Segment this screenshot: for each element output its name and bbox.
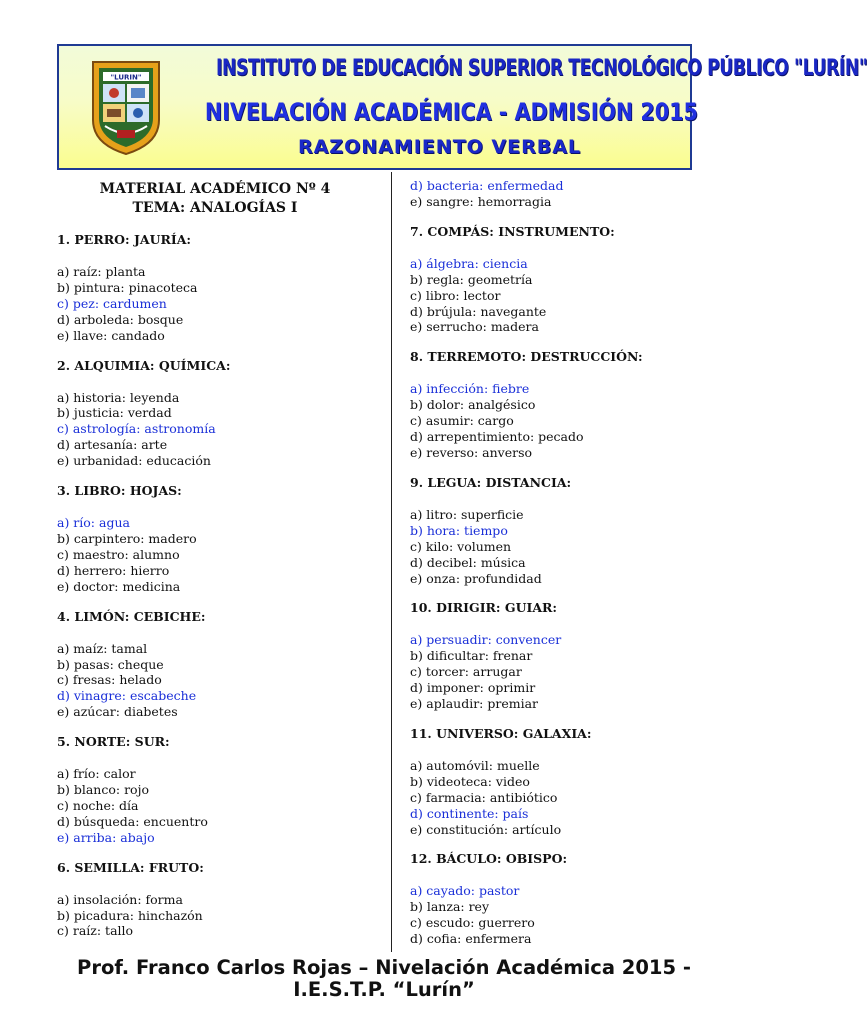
question-title: 11. UNIVERSO: GALAXIA: xyxy=(410,725,592,741)
answer-option: b) dificultar: frenar xyxy=(410,648,533,664)
answer-option-correct: a) río: agua xyxy=(57,515,130,531)
answer-option: d) artesanía: arte xyxy=(57,437,168,453)
answer-option: c) maestro: alumno xyxy=(57,546,180,562)
question-title: 7. COMPÁS: INSTRUMENTO: xyxy=(410,223,615,239)
question-title: 10. DIRIGIR: GUIAR: xyxy=(410,600,558,616)
answer-option-correct: d) bacteria: enfermedad xyxy=(410,178,564,193)
answer-option-correct: a) persuadir: convencer xyxy=(410,632,562,648)
answer-option: e) doctor: medicina xyxy=(57,578,181,594)
answer-option: d) imponer: oprimir xyxy=(410,680,536,696)
question-block xyxy=(57,734,377,846)
answer-option: c) escudo: guerrero xyxy=(410,915,535,931)
svg-text:"LURIN": "LURIN" xyxy=(110,73,142,82)
question-block xyxy=(57,358,377,470)
question-title: 2. ALQUIMIA: QUÍMICA: xyxy=(57,357,231,373)
answer-option: b) carpintero: madero xyxy=(57,530,197,546)
answer-option: c) kilo: volumen xyxy=(410,538,512,554)
institute-crest-logo xyxy=(91,60,161,156)
header-banner xyxy=(57,44,867,170)
answer-option: a) automóvil: muelle xyxy=(410,757,540,773)
answer-option: e) serrucho: madera xyxy=(410,319,539,335)
answer-option: d) brújula: navegante xyxy=(410,303,547,319)
banner-institute-title: INSTITUTO DE EDUCACIÓN SUPERIOR TECNOLÓGICO PÚBLICO "LURÍN" xyxy=(216,56,867,81)
answer-option: c) noche: día xyxy=(57,797,139,813)
answer-option: d) herrero: hierro xyxy=(57,562,170,578)
answer-option: b) regla: geometría xyxy=(410,271,533,287)
footer-author-line: Prof. Franco Carlos Rojas – Nivelación Académica 2015 - xyxy=(77,956,691,979)
answer-option: b) picadura: hinchazón xyxy=(57,907,203,923)
question-title: 5. NORTE: SUR: xyxy=(57,734,170,750)
answer-option-correct: a) infección: fiebre xyxy=(410,381,530,397)
answer-option-correct: a) cayado: pastor xyxy=(410,883,520,899)
answer-option: c) raíz: tallo xyxy=(57,923,134,939)
question-title: 9. LEGUA: DISTANCIA: xyxy=(410,474,572,490)
question-block xyxy=(57,483,377,595)
answer-option: d) búsqueda: encuentro xyxy=(57,813,208,829)
footer-institute-line: I.E.S.T.P. “Lurín” xyxy=(293,978,475,1001)
question-title: 6. SEMILLA: FRUTO: xyxy=(57,859,204,875)
answer-option: b) pintura: pinacoteca xyxy=(57,279,198,295)
answer-option: a) maíz: tamal xyxy=(57,640,148,656)
column-divider xyxy=(391,172,392,952)
right-question-list xyxy=(410,224,750,947)
answer-option: e) azúcar: diabetes xyxy=(57,704,178,720)
answer-option: c) asumir: cargo xyxy=(410,413,514,429)
answer-option: b) justicia: verdad xyxy=(57,405,172,421)
left-column xyxy=(57,178,377,939)
answer-option: c) farmacia: antibiótico xyxy=(410,789,558,805)
answer-option: c) fresas: helado xyxy=(57,672,162,688)
answer-option: b) videoteca: video xyxy=(410,773,530,789)
answer-option-correct: e) arriba: abajo xyxy=(57,829,155,845)
answer-option: d) arboleda: bosque xyxy=(57,311,184,327)
answer-option: e) constitución: artículo xyxy=(410,821,562,837)
answer-option: b) blanco: rojo xyxy=(57,782,149,798)
answer-option: d) decibel: música xyxy=(410,554,526,570)
answer-option: e) onza: profundidad xyxy=(410,570,542,586)
question-title: 8. TERREMOTO: DESTRUCCIÓN: xyxy=(410,349,643,365)
material-title: MATERIAL ACADÉMICO Nº 4 xyxy=(99,181,331,197)
answer-option-correct: a) álgebra: ciencia xyxy=(410,255,528,271)
answer-option: e) urbanidad: educación xyxy=(57,453,211,469)
answer-option-correct: b) hora: tiempo xyxy=(410,522,508,538)
answer-option-correct: d) vinagre: escabeche xyxy=(57,688,197,704)
question-title: 3. LIBRO: HOJAS: xyxy=(57,483,182,499)
answer-option: e) llave: candado xyxy=(57,327,165,343)
question-block xyxy=(410,851,750,947)
answer-option: b) lanza: rey xyxy=(410,899,490,915)
answer-option-correct: d) continente: país xyxy=(410,805,529,821)
answer-option: a) frío: calor xyxy=(57,766,136,782)
question-block xyxy=(410,600,750,712)
answer-option: a) insolación: forma xyxy=(57,891,183,907)
answer-option: b) pasas: cheque xyxy=(57,656,164,672)
answer-option: c) libro: lector xyxy=(410,287,501,303)
answer-option: d) cofia: enfermera xyxy=(410,931,532,947)
left-question-list xyxy=(57,232,377,939)
answer-option: e) reverso: anverso xyxy=(410,444,533,460)
answer-option: e) sangre: hemorragia xyxy=(410,193,552,209)
topic-title: TEMA: ANALOGÍAS I xyxy=(132,200,298,216)
answer-option-correct: c) pez: cardumen xyxy=(57,295,167,311)
question-block xyxy=(410,349,750,461)
answer-option: c) torcer: arrugar xyxy=(410,664,522,680)
question-block xyxy=(57,860,377,940)
page-footer xyxy=(0,957,768,1001)
question-block xyxy=(410,726,750,838)
answer-option: b) dolor: analgésico xyxy=(410,397,536,413)
right-column xyxy=(410,178,750,947)
question-block xyxy=(57,232,377,344)
answer-option: e) aplaudir: premiar xyxy=(410,696,539,712)
continued-options xyxy=(410,178,750,210)
question-title: 12. BÁCULO: OBISPO: xyxy=(410,851,568,867)
question-title: 1. PERRO: JAURÍA: xyxy=(57,232,192,247)
answer-option-correct: c) astrología: astronomía xyxy=(57,421,216,437)
answer-option: a) litro: superficie xyxy=(410,506,524,522)
answer-option: d) arrepentimiento: pecado xyxy=(410,429,584,445)
answer-option: a) raíz: planta xyxy=(57,264,146,279)
question-block xyxy=(57,609,377,721)
question-block xyxy=(410,224,750,336)
question-block xyxy=(410,475,750,587)
banner-subject-title: RAZONAMIENTO VERBAL xyxy=(297,136,582,158)
question-title: 4. LIMÓN: CEBICHE: xyxy=(57,608,206,624)
answer-option: a) historia: leyenda xyxy=(57,389,180,405)
banner-program-title: NIVELACIÓN ACADÉMICA - ADMISIÓN 2015 xyxy=(204,98,698,126)
